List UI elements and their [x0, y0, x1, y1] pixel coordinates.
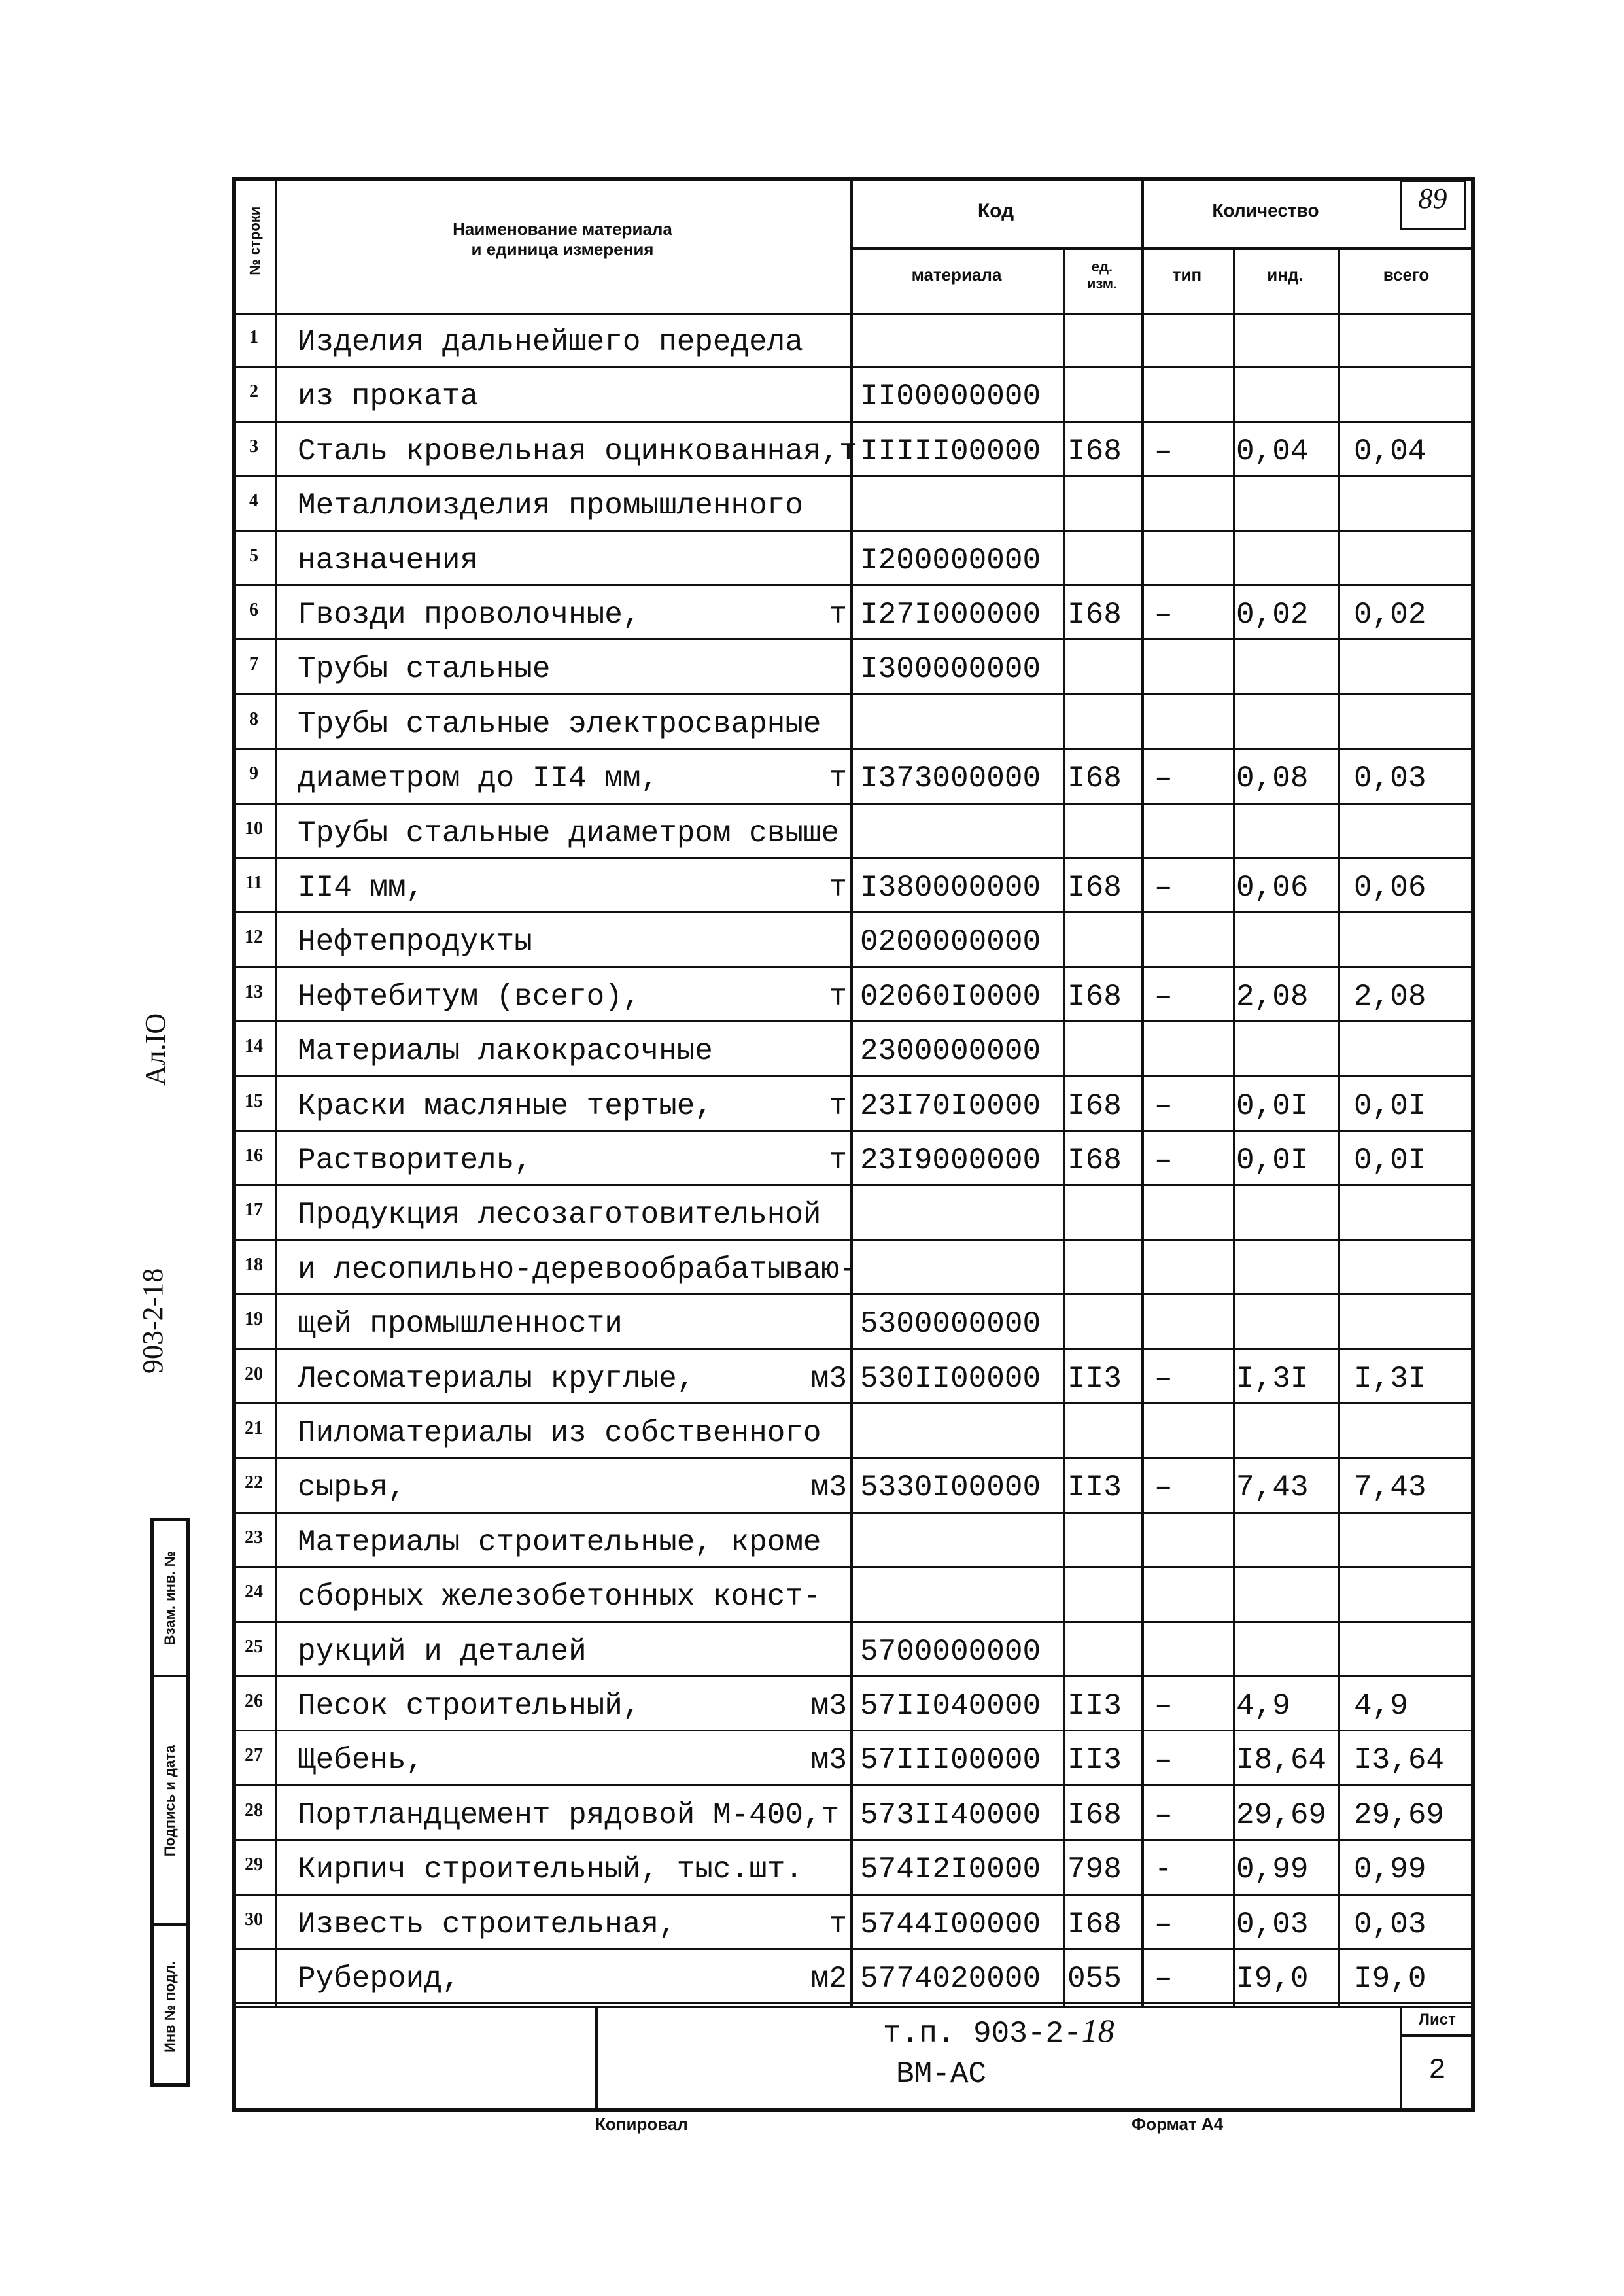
- row-number: 10: [245, 818, 263, 839]
- material-code: 5330I00000: [860, 1470, 1041, 1505]
- qty-total: I,3I: [1354, 1361, 1426, 1396]
- unit-code: I68: [1067, 979, 1122, 1014]
- stamp-line-2: [150, 1923, 190, 1926]
- qty-typ: –: [1154, 1907, 1173, 1941]
- row-divider: [232, 1293, 1475, 1295]
- material-name: Металлоизделия промышленного: [298, 489, 803, 523]
- row-divider: [232, 693, 1475, 695]
- footer-sheet-line: [1400, 2034, 1475, 2037]
- row-divider: [232, 475, 1475, 477]
- material-code: 23I70I0000: [860, 1088, 1041, 1123]
- row-divider: [232, 584, 1475, 586]
- row-divider: [232, 1730, 1475, 1731]
- qty-ind: 0,08: [1236, 761, 1309, 796]
- unit-code: I68: [1067, 598, 1122, 632]
- row-number: 21: [245, 1418, 263, 1438]
- material-code: 530II00000: [860, 1361, 1041, 1396]
- qty-total: 0,03: [1354, 1907, 1426, 1941]
- material-unit: м3: [810, 1689, 847, 1723]
- material-code: I373000000: [860, 761, 1041, 796]
- row-number: 3: [249, 436, 258, 457]
- header-code-unit: ед. изм.: [1086, 258, 1118, 292]
- qty-ind: I8,64: [1236, 1743, 1327, 1778]
- header-bottom-line: [232, 313, 1475, 315]
- qty-ind: 0,04: [1236, 434, 1309, 468]
- qty-total: I3,64: [1354, 1743, 1445, 1778]
- material-name: Щебень,: [298, 1743, 424, 1778]
- unit-code: I68: [1067, 434, 1122, 468]
- header-name: Наименование материала и единица измерения: [453, 219, 672, 260]
- qty-total: 7,43: [1354, 1470, 1426, 1505]
- col-line-rownum: [275, 177, 277, 2008]
- qty-total: 2,08: [1354, 979, 1426, 1014]
- page-mark: 89: [1400, 180, 1466, 230]
- row-number: 24: [245, 1582, 263, 1603]
- row-number: 17: [245, 1200, 263, 1221]
- material-unit: т: [829, 598, 847, 632]
- footer-doc-code-text: т.п. 903-2-: [883, 2017, 1082, 2051]
- material-name: Трубы стальные диаметром свыше: [298, 816, 840, 850]
- row-divider: [232, 530, 1475, 532]
- qty-total: 0,0I: [1354, 1143, 1426, 1177]
- stamp-inv: Инв № подл.: [162, 1961, 178, 2053]
- row-divider: [232, 857, 1475, 859]
- row-divider: [232, 638, 1475, 640]
- material-code: 02060I0000: [860, 979, 1041, 1014]
- row-divider: [232, 1894, 1475, 1896]
- qty-total: 4,9: [1354, 1689, 1408, 1723]
- side-doc-code: 903-2-18: [137, 1268, 169, 1374]
- row-divider: [232, 1566, 1475, 1568]
- qty-ind: 4,9: [1236, 1689, 1290, 1723]
- header-rownum-label: № строки: [246, 206, 263, 275]
- material-name: Материалы лакокрасочные: [298, 1034, 713, 1069]
- row-divider: [232, 2002, 1475, 2004]
- qty-ind: 0,99: [1236, 1852, 1309, 1887]
- unit-code: I68: [1067, 1143, 1122, 1177]
- col-line-unit: [1141, 177, 1144, 2008]
- material-name: Нефтебитум (всего),: [298, 979, 641, 1014]
- row-number: 5: [249, 545, 258, 566]
- footer-doc-code-hand: 18: [1081, 2012, 1114, 2049]
- row-number: 8: [249, 708, 258, 729]
- row-divider: [232, 748, 1475, 750]
- header-mid-line: [850, 247, 1475, 250]
- row-divider: [232, 421, 1475, 423]
- material-name: Кирпич строительный, тыс.шт.: [298, 1852, 803, 1887]
- header-qty-typ: тип: [1172, 265, 1202, 285]
- qty-typ: –: [1154, 871, 1173, 905]
- row-divider: [232, 1675, 1475, 1677]
- side-album: Ал.IO: [139, 1013, 171, 1086]
- qty-total: I9,0: [1354, 1962, 1426, 1996]
- material-code: 5774020000: [860, 1962, 1041, 1996]
- row-number: 1: [249, 327, 258, 347]
- material-name: Материалы строительные, кроме: [298, 1525, 821, 1559]
- material-code: I200000000: [860, 543, 1041, 578]
- row-divider: [232, 1239, 1475, 1241]
- material-name: Рубероид,: [298, 1962, 460, 1996]
- material-code: 573II40000: [860, 1798, 1041, 1832]
- row-number: 6: [249, 600, 258, 620]
- material-unit: т: [829, 979, 847, 1014]
- row-number: 19: [245, 1309, 263, 1330]
- row-divider: [232, 366, 1475, 368]
- material-name: сборных железобетонных конст-: [298, 1580, 821, 1614]
- unit-code: I68: [1067, 1088, 1122, 1123]
- stamp-sign: Подпись и дата: [162, 1745, 178, 1857]
- qty-ind: 0,0I: [1236, 1088, 1309, 1123]
- row-number: 4: [249, 491, 258, 512]
- unit-code: 798: [1067, 1852, 1122, 1887]
- qty-ind: 0,03: [1236, 1907, 1309, 1941]
- material-unit: т: [829, 871, 847, 905]
- row-number: 29: [245, 1854, 263, 1875]
- material-name: Портландцемент рядовой М-400,т: [298, 1798, 840, 1832]
- row-divider: [232, 1130, 1475, 1132]
- footer-line-left: [595, 2006, 598, 2112]
- material-name: Трубы стальные: [298, 652, 551, 687]
- footer-doc-section: ВМ-АС: [896, 2057, 987, 2091]
- material-name: Нефтепродукты: [298, 925, 532, 960]
- qty-ind: I9,0: [1236, 1962, 1309, 1996]
- row-number: 14: [245, 1036, 263, 1057]
- qty-total: 0,0I: [1354, 1088, 1426, 1123]
- material-code: 57II040000: [860, 1689, 1041, 1723]
- material-unit: м2: [810, 1962, 847, 1996]
- row-number: 12: [245, 927, 263, 948]
- row-divider: [232, 1075, 1475, 1077]
- material-unit: м3: [810, 1743, 847, 1778]
- qty-total: 0,04: [1354, 434, 1426, 468]
- row-number: 2: [249, 381, 258, 402]
- row-number: 11: [245, 873, 263, 893]
- qty-total: 0,03: [1354, 761, 1426, 796]
- row-divider: [232, 1348, 1475, 1350]
- material-code: 574I2I0000: [860, 1852, 1041, 1887]
- material-name: Сталь кровельная оцинкованная,т: [298, 434, 857, 468]
- col-line-typ: [1233, 249, 1235, 2008]
- row-divider: [232, 1784, 1475, 1786]
- row-number: 23: [245, 1527, 263, 1548]
- material-code: II00000000: [860, 379, 1041, 414]
- material-code: I380000000: [860, 871, 1041, 905]
- material-code: 5700000000: [860, 1634, 1041, 1669]
- material-code: IIIII00000: [860, 434, 1041, 468]
- material-name: Лесоматериалы круглые,: [298, 1361, 695, 1396]
- header-code-material: материала: [911, 265, 1002, 285]
- unit-code: I68: [1067, 761, 1122, 796]
- unit-code: II3: [1067, 1361, 1122, 1396]
- material-name: и лесопильно-деревообрабатываю-: [298, 1252, 857, 1287]
- row-divider: [232, 803, 1475, 805]
- qty-typ: –: [1154, 1798, 1173, 1832]
- row-divider: [232, 1948, 1475, 1950]
- material-name: Трубы стальные электросварные: [298, 706, 821, 741]
- row-divider: [232, 1512, 1475, 1514]
- header-rownum: [232, 183, 275, 313]
- row-number: 30: [245, 1909, 263, 1930]
- material-code: I300000000: [860, 652, 1041, 687]
- material-code: 5300000000: [860, 1307, 1041, 1342]
- material-unit: т: [829, 761, 847, 796]
- material-name: Песок строительный,: [298, 1689, 641, 1723]
- material-code: 23I9000000: [860, 1143, 1041, 1177]
- material-name: рукций и деталей: [298, 1634, 587, 1669]
- col-line-code: [1063, 249, 1065, 2008]
- qty-total: 0,99: [1354, 1852, 1426, 1887]
- qty-typ: -: [1154, 1852, 1173, 1887]
- qty-total: 0,06: [1354, 871, 1426, 905]
- unit-code: I68: [1067, 871, 1122, 905]
- qty-ind: I,3I: [1236, 1361, 1309, 1396]
- row-number: 26: [245, 1691, 263, 1711]
- material-name: II4 мм,: [298, 871, 424, 905]
- row-divider: [232, 1457, 1475, 1459]
- material-code: I27I000000: [860, 598, 1041, 632]
- row-number: 15: [245, 1090, 263, 1111]
- qty-ind: 0,0I: [1236, 1143, 1309, 1177]
- material-unit: м3: [810, 1470, 847, 1505]
- unit-code: 055: [1067, 1962, 1122, 1996]
- material-code: 5744I00000: [860, 1907, 1041, 1941]
- material-name: Изделия дальнейшего передела: [298, 325, 803, 359]
- qty-typ: –: [1154, 1361, 1173, 1396]
- row-number: 13: [245, 981, 263, 1002]
- qty-ind: 0,02: [1236, 598, 1309, 632]
- material-unit: т: [829, 1143, 847, 1177]
- row-divider: [232, 1621, 1475, 1623]
- qty-typ: –: [1154, 1143, 1173, 1177]
- row-number: 9: [249, 763, 258, 784]
- row-number: 25: [245, 1636, 263, 1657]
- qty-total: 0,02: [1354, 598, 1426, 632]
- unit-code: I68: [1067, 1907, 1122, 1941]
- material-name: Пиломатериалы из собственного: [298, 1416, 821, 1450]
- row-number: 28: [245, 1800, 263, 1820]
- qty-ind: 7,43: [1236, 1470, 1309, 1505]
- row-number: 16: [245, 1145, 263, 1166]
- qty-typ: –: [1154, 1962, 1173, 1996]
- unit-code: II3: [1067, 1689, 1122, 1723]
- stamp-line-1: [150, 1675, 190, 1677]
- qty-typ: –: [1154, 1689, 1173, 1723]
- material-unit: т: [829, 1907, 847, 1941]
- row-number: 22: [245, 1472, 263, 1493]
- material-code: 57III00000: [860, 1743, 1041, 1778]
- footer-doc-code: [883, 2011, 1114, 2051]
- qty-typ: –: [1154, 979, 1173, 1014]
- qty-typ: –: [1154, 761, 1173, 796]
- row-divider: [232, 1184, 1475, 1186]
- header-qty-ind: инд.: [1267, 265, 1304, 285]
- qty-typ: –: [1154, 1088, 1173, 1123]
- material-name: назначения: [298, 543, 479, 578]
- footer-top-line: [232, 2006, 1475, 2008]
- row-divider: [232, 911, 1475, 913]
- material-name: из проката: [298, 379, 479, 414]
- row-divider: [232, 966, 1475, 968]
- row-number: 18: [245, 1254, 263, 1275]
- qty-typ: –: [1154, 598, 1173, 632]
- unit-code: I68: [1067, 1798, 1122, 1832]
- material-name: Известь строительная,: [298, 1907, 677, 1941]
- material-name: Краски масляные тертые,: [298, 1088, 713, 1123]
- qty-total: 29,69: [1354, 1798, 1445, 1832]
- row-divider: [232, 1839, 1475, 1841]
- material-name: Продукция лесозаготовительной: [298, 1198, 821, 1232]
- unit-code: II3: [1067, 1470, 1122, 1505]
- qty-typ: –: [1154, 1743, 1173, 1778]
- material-name: Растворитель,: [298, 1143, 532, 1177]
- header-qty: Количество: [1212, 200, 1319, 220]
- material-unit: т: [829, 1088, 847, 1123]
- stamp-vzam: Взам. инв. №: [162, 1550, 178, 1646]
- footer-copied: Копировал: [595, 2114, 688, 2134]
- row-number: 27: [245, 1745, 263, 1766]
- header-code: Код: [977, 200, 1014, 222]
- footer-format: Формат А4: [1132, 2114, 1224, 2134]
- row-number: 20: [245, 1363, 263, 1384]
- footer-sheet-number: 2: [1428, 2054, 1446, 2087]
- qty-ind: 29,69: [1236, 1798, 1327, 1832]
- qty-ind: 2,08: [1236, 979, 1309, 1014]
- material-unit: м3: [810, 1361, 847, 1396]
- row-divider: [232, 1020, 1475, 1022]
- unit-code: II3: [1067, 1743, 1122, 1778]
- material-code: 0200000000: [860, 925, 1041, 960]
- material-name: сырья,: [298, 1470, 406, 1505]
- footer-sheet-label: Лист: [1419, 2011, 1456, 2028]
- qty-typ: –: [1154, 434, 1173, 468]
- material-code: 2300000000: [860, 1034, 1041, 1069]
- material-name: диаметром до II4 мм,: [298, 761, 659, 796]
- qty-typ: –: [1154, 1470, 1173, 1505]
- material-name: Гвозди проволочные,: [298, 598, 641, 632]
- row-number: 7: [249, 654, 258, 675]
- qty-ind: 0,06: [1236, 871, 1309, 905]
- header-qty-total: всего: [1383, 265, 1430, 285]
- row-divider: [232, 1402, 1475, 1404]
- material-name: щей промышленности: [298, 1307, 623, 1342]
- col-line-ind: [1338, 249, 1340, 2008]
